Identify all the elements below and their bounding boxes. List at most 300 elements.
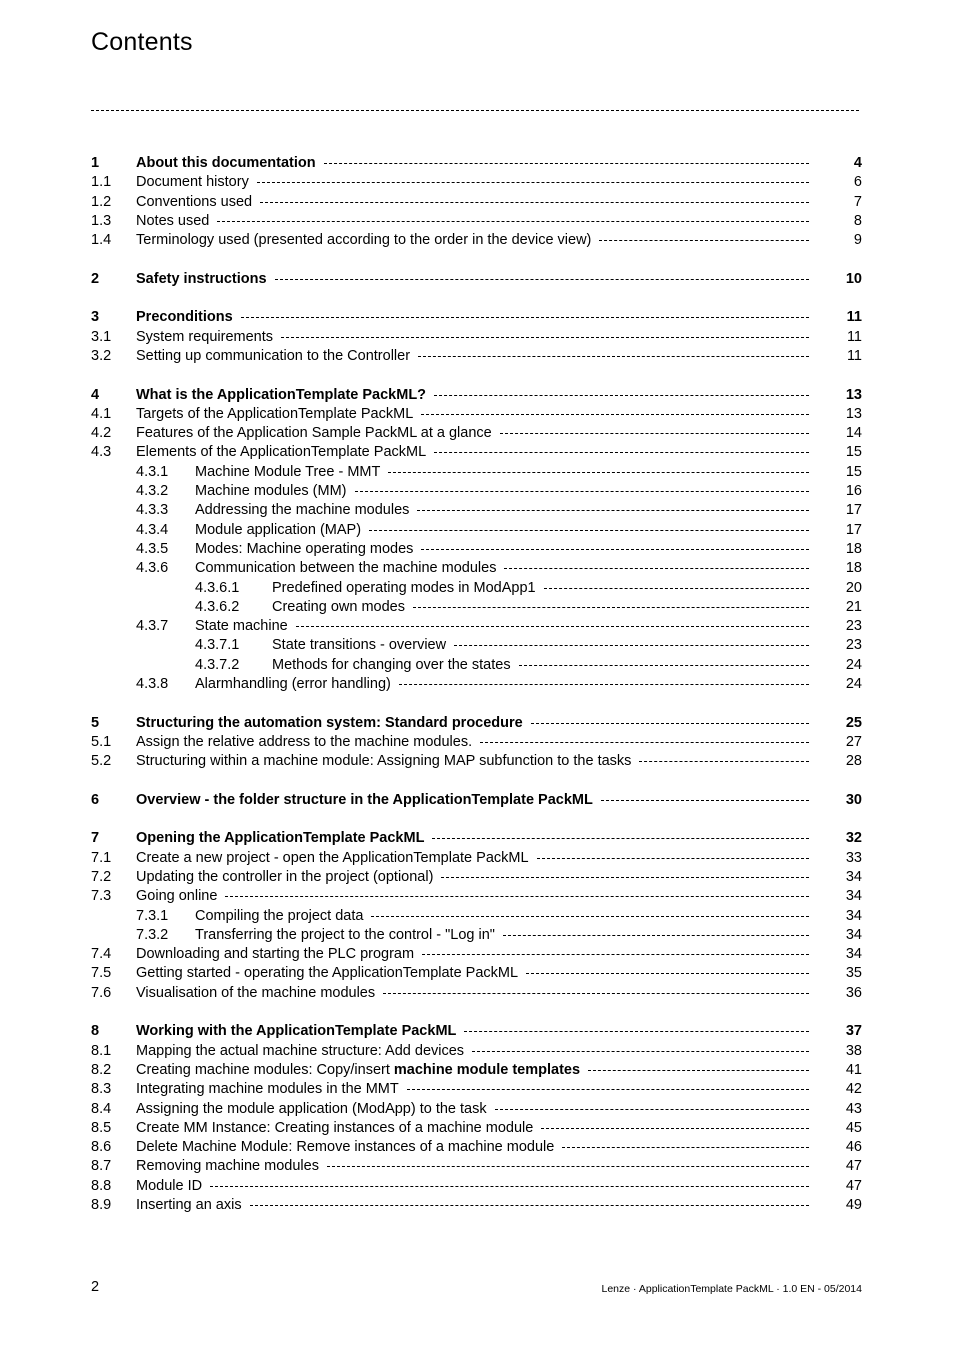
toc-entry-number: 7.6 bbox=[91, 984, 112, 1001]
toc-entry-title-text: Features of the Application Sample PackML at a glance bbox=[136, 425, 492, 442]
toc-entry-title-text: Overview - the folder structure in the ApplicationTemplate PackML bbox=[136, 791, 593, 808]
toc-entry-title bbox=[136, 984, 383, 1003]
toc-dot-leader bbox=[250, 1205, 809, 1206]
toc-entry-title-text: Module application (MAP) bbox=[195, 521, 362, 538]
toc-entry-title-wrap bbox=[136, 173, 809, 192]
toc-entry[interactable] bbox=[91, 1022, 862, 1041]
toc-entry-number: 1.3 bbox=[91, 212, 112, 229]
toc-entry[interactable] bbox=[91, 714, 862, 733]
toc-entry-number: 4.3.5 bbox=[136, 540, 169, 557]
toc-entry-number: 1 bbox=[91, 155, 100, 171]
toc-entry-title bbox=[136, 964, 526, 983]
toc-entry[interactable] bbox=[91, 926, 862, 945]
toc-entry-number: 1.4 bbox=[91, 232, 112, 249]
toc-entry-title-wrap bbox=[136, 1100, 809, 1119]
toc-entry-title-text: Machine Module Tree - MMT bbox=[195, 463, 381, 480]
toc-entry-title-text: Going online bbox=[136, 888, 218, 905]
toc-entry-title-wrap bbox=[136, 270, 809, 289]
toc-dot-leader bbox=[225, 896, 809, 897]
toc-dot-leader bbox=[421, 414, 809, 415]
toc-entry-title-wrap bbox=[136, 1119, 809, 1138]
toc-entry-title bbox=[136, 1022, 464, 1041]
toc-entry-title bbox=[136, 328, 281, 347]
toc-entry-title-wrap bbox=[272, 656, 809, 675]
toc-entry-title-wrap bbox=[136, 405, 809, 424]
toc-entry-page: 32 bbox=[845, 830, 862, 847]
toc-entry-title-text: Safety instructions bbox=[136, 270, 267, 287]
toc-dot-leader bbox=[519, 665, 809, 666]
toc-entry-page: 47 bbox=[845, 1158, 862, 1175]
toc-entry-page: 45 bbox=[845, 1119, 862, 1136]
toc-entry-title-wrap bbox=[195, 501, 809, 520]
toc-dot-leader bbox=[464, 1031, 809, 1032]
toc-entry-number: 7.2 bbox=[91, 868, 112, 885]
toc-entry[interactable] bbox=[91, 1138, 862, 1157]
toc-entry[interactable] bbox=[91, 1196, 862, 1215]
toc-entry-page: 17 bbox=[845, 521, 862, 538]
toc-entry[interactable] bbox=[91, 579, 862, 598]
toc-entry-title bbox=[195, 926, 503, 945]
toc-entry-number: 4.3.6 bbox=[136, 560, 169, 577]
toc-dot-leader bbox=[241, 317, 809, 318]
toc-entry-title-wrap bbox=[136, 945, 809, 964]
toc-entry[interactable] bbox=[91, 501, 862, 520]
toc-entry[interactable] bbox=[91, 1157, 862, 1176]
toc-entry-title-wrap bbox=[272, 636, 809, 655]
toc-entry-title bbox=[136, 1157, 327, 1176]
toc-entry-title-text: Communication between the machine modules bbox=[195, 560, 497, 577]
toc-entry-number: 4.1 bbox=[91, 405, 112, 422]
toc-entry[interactable] bbox=[91, 482, 862, 501]
toc-entry-title-text: Assign the relative address to the machine modules. bbox=[136, 733, 473, 750]
toc-dot-leader bbox=[417, 510, 809, 511]
toc-entry-page: 34 bbox=[845, 868, 862, 885]
toc-dot-leader bbox=[324, 163, 809, 164]
toc-entry-page: 20 bbox=[845, 579, 862, 596]
toc-entry[interactable] bbox=[91, 559, 862, 578]
toc-dot-leader bbox=[355, 491, 810, 492]
toc-entry-title-text: Inserting an axis bbox=[136, 1197, 242, 1214]
toc-entry-title-wrap bbox=[136, 1196, 809, 1215]
toc-entry-title-wrap bbox=[195, 463, 809, 482]
toc-dot-leader bbox=[434, 452, 809, 453]
toc-entry[interactable] bbox=[91, 443, 862, 462]
toc-entry-title bbox=[136, 386, 434, 405]
toc-entry-title bbox=[195, 501, 417, 520]
toc-entry-title bbox=[136, 405, 421, 424]
toc-entry-number: 7.3.2 bbox=[136, 926, 169, 943]
toc-entry-number: 8 bbox=[91, 1023, 100, 1040]
toc-entry-title-wrap bbox=[272, 598, 809, 617]
toc-entry[interactable] bbox=[91, 521, 862, 540]
toc-entry[interactable] bbox=[91, 791, 862, 810]
toc-entry-title-text: What is the ApplicationTemplate PackML? bbox=[136, 386, 427, 403]
toc-entry[interactable] bbox=[91, 347, 862, 366]
toc-dot-leader bbox=[526, 973, 809, 974]
toc-entry-page: 7 bbox=[853, 193, 862, 210]
toc-entry-title-text: Assigning the module application (ModApp) to the task bbox=[136, 1100, 487, 1117]
toc-entry[interactable] bbox=[91, 964, 862, 983]
toc-entry[interactable] bbox=[91, 598, 862, 617]
toc-entry-page: 16 bbox=[845, 483, 862, 500]
toc-entry[interactable] bbox=[91, 945, 862, 964]
toc-entry-title-wrap bbox=[136, 733, 809, 752]
toc-dot-leader bbox=[399, 684, 809, 685]
toc-entry-number: 5.1 bbox=[91, 733, 112, 750]
toc-dot-leader bbox=[504, 568, 809, 569]
toc-entry[interactable] bbox=[91, 1100, 862, 1119]
toc-dot-leader bbox=[418, 356, 809, 357]
toc-entry-title bbox=[136, 752, 639, 771]
toc-entry-title-wrap bbox=[195, 521, 809, 540]
toc-entry-title bbox=[136, 945, 422, 964]
toc-entry-number: 8.8 bbox=[91, 1177, 112, 1194]
toc-entry-title bbox=[136, 347, 418, 366]
toc-entry-title bbox=[195, 617, 296, 636]
toc-entry-title-wrap bbox=[136, 328, 809, 347]
toc-entry-title-text: Creating own modes bbox=[272, 598, 405, 615]
toc-entry-title-wrap bbox=[195, 559, 809, 578]
toc-entry-title-wrap bbox=[136, 154, 809, 173]
toc-entry-page: 23 bbox=[845, 637, 862, 654]
toc-entry-title bbox=[136, 1119, 541, 1138]
toc-entry-title-text: Notes used bbox=[136, 212, 210, 229]
toc-entry-page: 21 bbox=[845, 598, 862, 615]
toc-entry-title bbox=[136, 733, 480, 752]
toc-entry-title bbox=[136, 193, 260, 212]
toc-dot-leader bbox=[217, 221, 809, 222]
dashed-rule bbox=[91, 110, 859, 111]
toc-entry-title bbox=[136, 1061, 588, 1080]
toc-entry-title-text: Mapping the actual machine structure: Add devices bbox=[136, 1042, 465, 1059]
toc-entry[interactable] bbox=[91, 308, 862, 327]
toc-entry-page: 14 bbox=[845, 425, 862, 442]
toc-entry-title bbox=[136, 829, 432, 848]
toc-dot-leader bbox=[422, 954, 809, 955]
toc-entry-title bbox=[136, 308, 241, 327]
toc-dot-leader bbox=[639, 761, 809, 762]
toc-entry-title-text: Setting up communication to the Controller bbox=[136, 347, 411, 364]
toc-entry[interactable] bbox=[91, 636, 862, 655]
toc-entry-title-text: Predefined operating modes in ModApp1 bbox=[272, 579, 536, 596]
toc-entry-title bbox=[136, 1196, 250, 1215]
toc-entry-title-text: Opening the ApplicationTemplate PackML bbox=[136, 830, 425, 847]
toc-entry-title-wrap bbox=[136, 1138, 809, 1157]
toc-entry[interactable] bbox=[91, 463, 862, 482]
toc-dot-leader bbox=[562, 1147, 809, 1148]
toc-entry-title bbox=[136, 154, 324, 173]
toc-entry-page: 8 bbox=[853, 212, 862, 229]
toc-entry-title-text: Delete Machine Module: Remove instances of a machine module bbox=[136, 1139, 555, 1156]
toc-entry-title bbox=[195, 463, 388, 482]
toc-dot-leader bbox=[327, 1166, 809, 1167]
toc-entry-number: 5.2 bbox=[91, 753, 112, 770]
toc-dot-leader bbox=[495, 1109, 809, 1110]
toc-entry-number: 1.1 bbox=[91, 174, 112, 191]
toc-entry[interactable] bbox=[91, 154, 862, 173]
toc-entry-number: 6 bbox=[91, 791, 100, 808]
toc-entry[interactable] bbox=[91, 849, 862, 868]
toc-entry-title-text: Modes: Machine operating modes bbox=[195, 540, 414, 557]
toc-entry[interactable] bbox=[91, 752, 862, 771]
toc-entry-page: 18 bbox=[845, 560, 862, 577]
toc-entry-title-text: Visualisation of the machine modules bbox=[136, 984, 376, 1001]
toc-entry-number: 4.3 bbox=[91, 444, 112, 461]
toc-entry-number: 1.2 bbox=[91, 193, 112, 210]
toc-entry[interactable] bbox=[91, 829, 862, 848]
toc-entry-page: 49 bbox=[845, 1197, 862, 1214]
toc-entry-number: 7 bbox=[91, 830, 100, 847]
page-heading: Contents bbox=[91, 28, 193, 56]
toc-dot-leader bbox=[413, 607, 809, 608]
toc-entry-title-wrap bbox=[195, 926, 809, 945]
toc-entry-number: 7.1 bbox=[91, 849, 112, 866]
toc-entry-number: 7.5 bbox=[91, 965, 112, 982]
toc-entry[interactable] bbox=[91, 231, 862, 250]
toc-dot-leader bbox=[275, 279, 809, 280]
toc-entry-title-wrap bbox=[136, 443, 809, 462]
toc-entry-title-text: System requirements bbox=[136, 328, 273, 345]
toc-entry-title-text: Integrating machine modules in the MMT bbox=[136, 1081, 399, 1098]
toc-entry-page: 15 bbox=[845, 444, 862, 461]
toc-entry-title bbox=[136, 1138, 562, 1157]
toc-entry-page: 4 bbox=[853, 155, 862, 171]
toc-entry[interactable] bbox=[91, 212, 862, 231]
toc-entry-number: 7.4 bbox=[91, 946, 112, 963]
toc-entry[interactable] bbox=[91, 907, 862, 926]
toc-entry-title-wrap bbox=[195, 617, 809, 636]
toc-entry-page: 13 bbox=[845, 405, 862, 422]
toc-entry-title-wrap bbox=[136, 212, 809, 231]
toc-entry-page: 23 bbox=[845, 618, 862, 635]
toc-entry-title bbox=[272, 598, 413, 617]
toc-dot-leader bbox=[371, 916, 809, 917]
toc-entry[interactable] bbox=[91, 1042, 862, 1061]
toc-entry-title-text: Machine modules (MM) bbox=[195, 483, 347, 500]
toc-entry-page: 37 bbox=[845, 1023, 862, 1040]
toc-entry-page: 24 bbox=[845, 656, 862, 673]
toc-dot-leader bbox=[296, 626, 809, 627]
toc-entry-title-wrap bbox=[136, 714, 809, 733]
toc-entry-number: 8.4 bbox=[91, 1100, 112, 1117]
toc-entry-title-wrap bbox=[136, 984, 809, 1003]
toc-entry-title-wrap bbox=[136, 1177, 809, 1196]
toc-entry-page: 13 bbox=[845, 386, 862, 403]
toc-entry-title-text: Creating machine modules: Copy/insert bbox=[136, 1061, 394, 1078]
toc-entry-title-wrap bbox=[195, 675, 809, 694]
toc-entry-title-text: Elements of the ApplicationTemplate PackML bbox=[136, 444, 427, 461]
toc-dot-leader bbox=[544, 588, 809, 589]
toc-entry-title bbox=[195, 521, 369, 540]
toc-entry-number: 4.3.8 bbox=[136, 676, 169, 693]
toc-entry[interactable] bbox=[91, 1080, 862, 1099]
toc-entry-title bbox=[136, 1080, 407, 1099]
toc-entry-title-wrap bbox=[136, 231, 809, 250]
toc-entry[interactable] bbox=[91, 1061, 862, 1080]
toc-entry-number: 2 bbox=[91, 270, 100, 287]
toc-dot-leader bbox=[588, 1070, 809, 1071]
toc-entry-number: 4.3.6.1 bbox=[195, 579, 240, 596]
toc-entry-page: 34 bbox=[845, 946, 862, 963]
toc-entry-page: 43 bbox=[845, 1100, 862, 1117]
toc-entry-page: 11 bbox=[846, 328, 862, 345]
toc-entry-title bbox=[136, 231, 599, 250]
page-number: 2 bbox=[91, 1279, 100, 1295]
toc-entry-page: 9 bbox=[853, 232, 862, 249]
toc-entry-number: 8.1 bbox=[91, 1042, 112, 1059]
toc-entry-title-wrap bbox=[136, 1080, 809, 1099]
toc-entry-page: 17 bbox=[845, 502, 862, 519]
toc-entry-page: 38 bbox=[845, 1042, 862, 1059]
toc-entry-title-wrap bbox=[136, 868, 809, 887]
toc-entry-title-wrap bbox=[136, 424, 809, 443]
toc-entry-number: 8.6 bbox=[91, 1139, 112, 1156]
toc-entry-title bbox=[272, 636, 454, 655]
toc-entry-title-wrap bbox=[136, 1042, 809, 1061]
toc-entry-title bbox=[136, 887, 225, 906]
toc-entry-page: 25 bbox=[845, 714, 862, 731]
toc-entry-title-text: State machine bbox=[195, 618, 288, 635]
toc-entry-page: 41 bbox=[845, 1061, 862, 1078]
toc-entry-page: 6 bbox=[853, 174, 862, 191]
toc-dot-leader bbox=[407, 1089, 809, 1090]
toc-entry-title-text: Updating the controller in the project (optional) bbox=[136, 868, 434, 885]
toc-entry[interactable] bbox=[91, 405, 862, 424]
toc-entry-title-text: Structuring within a machine module: Assigning MAP subfunction to the tasks bbox=[136, 753, 632, 770]
toc-entry-title-text: Getting started - operating the ApplicationTemplate PackML bbox=[136, 965, 519, 982]
toc-entry-page: 24 bbox=[845, 676, 862, 693]
toc-entry-page: 35 bbox=[845, 965, 862, 982]
toc-entry-title-bold: machine module templates bbox=[393, 1061, 581, 1078]
toc-entry-page: 47 bbox=[845, 1177, 862, 1194]
toc-entry-title-text: Addressing the machine modules bbox=[195, 502, 410, 519]
toc-entry[interactable] bbox=[91, 617, 862, 636]
toc-entry-title bbox=[272, 579, 544, 598]
toc-entry-title-wrap bbox=[136, 1061, 809, 1080]
toc-entry-title bbox=[136, 1042, 472, 1061]
toc-entry-page: 30 bbox=[845, 791, 862, 808]
toc-entry-title-wrap bbox=[136, 386, 809, 405]
toc-entry[interactable] bbox=[91, 733, 862, 752]
toc-entry-title bbox=[136, 212, 217, 231]
toc-entry-title-wrap bbox=[195, 482, 809, 501]
toc-entry-number: 4.3.7 bbox=[136, 618, 169, 635]
toc-entry-number: 7.3 bbox=[91, 888, 112, 905]
toc-entry-number: 3 bbox=[91, 309, 100, 326]
toc-entry-title-text: Structuring the automation system: Standard procedure bbox=[136, 714, 523, 731]
toc-entry-title-wrap bbox=[136, 849, 809, 868]
toc-entry-title bbox=[272, 656, 519, 675]
toc-entry-title-wrap bbox=[195, 540, 809, 559]
table-of-contents bbox=[91, 154, 862, 1215]
toc-entry-number: 4.3.7.2 bbox=[195, 656, 240, 673]
toc-entry-number: 4.3.3 bbox=[136, 502, 169, 519]
toc-entry-title-text: Terminology used (presented according to the order in the device view) bbox=[136, 232, 592, 249]
toc-entry-title-text: Conventions used bbox=[136, 193, 253, 210]
toc-entry-title-wrap bbox=[136, 1022, 809, 1041]
toc-entry[interactable] bbox=[91, 868, 862, 887]
toc-entry-title bbox=[136, 424, 500, 443]
toc-entry-page: 11 bbox=[846, 309, 862, 326]
toc-entry[interactable] bbox=[91, 675, 862, 694]
toc-entry-title-text: Transferring the project to the control - "Log in" bbox=[195, 926, 495, 943]
toc-entry-title-wrap bbox=[136, 887, 809, 906]
toc-entry-title-wrap bbox=[136, 964, 809, 983]
toc-entry-number: 3.2 bbox=[91, 347, 112, 364]
toc-entry-page: 11 bbox=[846, 347, 862, 364]
toc-entry-title bbox=[195, 540, 421, 559]
toc-entry-page: 28 bbox=[845, 753, 862, 770]
toc-entry-title-text: Downloading and starting the PLC program bbox=[136, 946, 415, 963]
toc-dot-leader bbox=[260, 202, 809, 203]
toc-entry-title-text: Methods for changing over the states bbox=[272, 656, 511, 673]
toc-entry-title-wrap bbox=[136, 308, 809, 327]
toc-entry-page: 18 bbox=[845, 540, 862, 557]
toc-entry-title bbox=[136, 868, 441, 887]
toc-dot-leader bbox=[599, 240, 809, 241]
toc-dot-leader bbox=[369, 530, 809, 531]
toc-entry[interactable] bbox=[91, 173, 862, 192]
toc-entry[interactable] bbox=[91, 328, 862, 347]
toc-entry-title-wrap bbox=[136, 752, 809, 771]
toc-dot-leader bbox=[383, 993, 809, 994]
toc-entry-number: 4.3.2 bbox=[136, 483, 169, 500]
toc-entry-title-text: Compiling the project data bbox=[195, 907, 364, 924]
toc-entry-page: 10 bbox=[845, 270, 862, 287]
toc-entry[interactable] bbox=[91, 386, 862, 405]
toc-entry-title-wrap bbox=[136, 347, 809, 366]
toc-entry[interactable] bbox=[91, 270, 862, 289]
toc-entry-title-text: Module ID bbox=[136, 1177, 203, 1194]
toc-entry[interactable] bbox=[91, 887, 862, 906]
toc-dot-leader bbox=[441, 877, 809, 878]
toc-entry-title-wrap bbox=[136, 791, 809, 810]
toc-dot-leader bbox=[257, 182, 809, 183]
toc-entry-number: 4.3.6.2 bbox=[195, 598, 240, 615]
toc-entry-title bbox=[136, 443, 434, 462]
toc-dot-leader bbox=[388, 472, 809, 473]
toc-entry-number: 3.1 bbox=[91, 328, 112, 345]
toc-entry-number: 4.3.4 bbox=[136, 521, 169, 538]
toc-entry[interactable] bbox=[91, 1177, 862, 1196]
toc-entry-title-text: Removing machine modules bbox=[136, 1158, 319, 1175]
toc-entry-title-text: State transitions - overview bbox=[272, 637, 447, 654]
toc-entry-title-wrap bbox=[136, 1157, 809, 1176]
toc-dot-leader bbox=[541, 1128, 809, 1129]
toc-entry[interactable] bbox=[91, 1119, 862, 1138]
toc-entry-title-wrap bbox=[195, 907, 809, 926]
toc-entry[interactable] bbox=[91, 540, 862, 559]
toc-entry-number: 8.9 bbox=[91, 1197, 112, 1214]
toc-entry[interactable] bbox=[91, 424, 862, 443]
toc-entry-page: 46 bbox=[845, 1139, 862, 1156]
toc-entry-title bbox=[136, 1177, 210, 1196]
toc-entry-title bbox=[195, 482, 355, 501]
toc-entry[interactable] bbox=[91, 984, 862, 1003]
toc-entry-title bbox=[136, 849, 537, 868]
toc-dot-leader bbox=[531, 723, 809, 724]
toc-entry-number: 8.2 bbox=[91, 1061, 112, 1078]
toc-entry-page: 27 bbox=[845, 733, 862, 750]
toc-entry[interactable] bbox=[91, 193, 862, 212]
toc-entry-title-text: About this documentation bbox=[136, 155, 316, 171]
toc-entry-page: 33 bbox=[845, 849, 862, 866]
toc-entry-page: 36 bbox=[845, 984, 862, 1001]
toc-dot-leader bbox=[434, 395, 809, 396]
toc-entry-number: 5 bbox=[91, 714, 100, 731]
toc-dot-leader bbox=[421, 549, 809, 550]
toc-entry[interactable] bbox=[91, 656, 862, 675]
